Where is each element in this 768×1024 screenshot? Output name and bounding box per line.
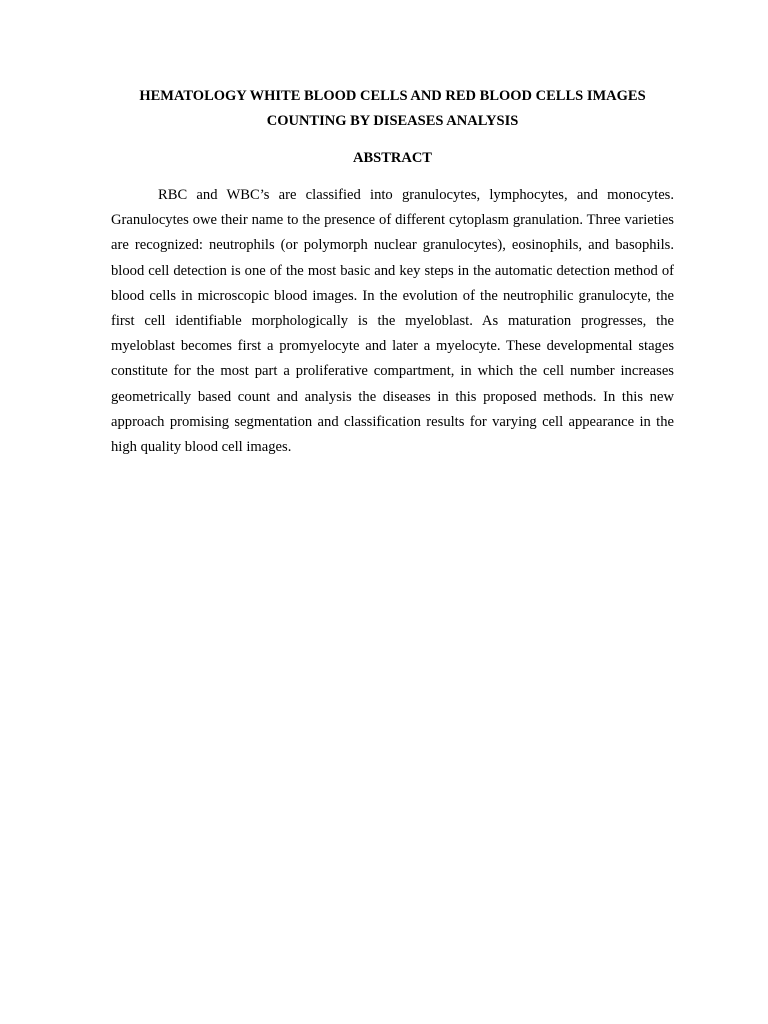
document-title-line-1: HEMATOLOGY WHITE BLOOD CELLS AND RED BLOOD CELLS IMAGES [139,88,646,104]
document-title-line-2: COUNTING BY DISEASES ANALYSIS [266,113,519,129]
abstract-paragraph: RBC and WBC’s are classified into granulocytes, lymphocytes, and monocytes. Granulocytes owe their name to the presence of different cytoplasm granulation. Three varieties are recognized: neutrophils (or polymorph nuclear granulocytes), eosinophils, and basophils. blood cell detection is one of the most basic and key steps in the automatic detection method of blood cells in microscopic blood images. In the evolution of the neutrophilic granulocyte, the first cell identifiable morphologically is the myeloblast. As maturation progresses, the myeloblast becomes first a promyelocyte and later a myelocyte. These developmental stages constitute for the most part a proliferative compartment, in which the cell number increases geometrically based count and analysis the diseases in this proposed methods. In this new approach promising segmentation and classification results for varying cell appearance in the high quality blood cell images. [111,187,674,456]
document-title [100,84,685,134]
abstract-heading: ABSTRACT [353,150,432,166]
